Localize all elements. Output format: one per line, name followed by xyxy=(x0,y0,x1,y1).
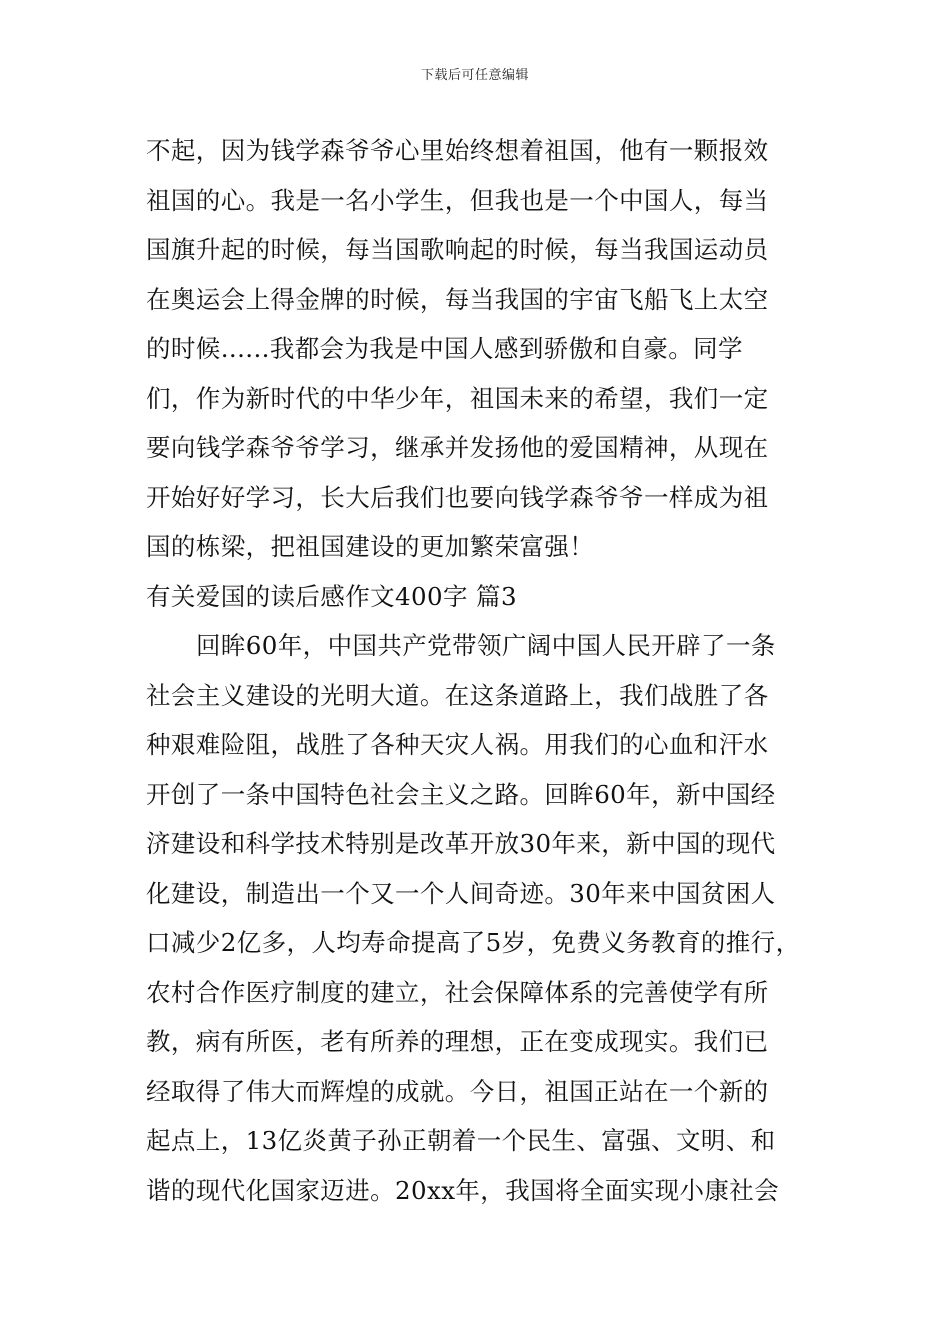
paragraph-line: 国的栋梁，把祖国建设的更加繁荣富强！ xyxy=(146,532,595,561)
paragraph-line: 经取得了伟大而辉煌的成就。今日，祖国正站在一个新的 xyxy=(146,1076,769,1106)
paragraph-line: 开始好好学习，长大后我们也要向钱学森爷爷一样成为祖 xyxy=(146,482,769,512)
paragraph-line: 教，病有所医，老有所养的理想，正在变成现实。我们已 xyxy=(146,1027,769,1056)
paragraph-line: 们，作为新时代的中华少年，祖国未来的希望，我们一定 xyxy=(146,383,769,413)
paragraph-line: 谐的现代化国家迈进。20xx年，我国将全面实现小康社会 xyxy=(146,1175,780,1205)
section-heading: 有关爱国的读后感作文400字 篇3 xyxy=(146,581,517,611)
paragraph-line: 济建设和科学技术特别是改革开放30年来，新中国的现代 xyxy=(146,829,776,858)
paragraph-line: 社会主义建设的光明大道。在这条道路上，我们战胜了各 xyxy=(146,680,769,710)
paragraph-line: 化建设，制造出一个又一个人间奇迹。30年来中国贫困人 xyxy=(146,878,776,908)
paragraph-line: 农村合作医疗制度的建立，社会保障体系的完善使学有所 xyxy=(146,977,769,1007)
paragraph-line: 种艰难险阻，战胜了各种天灾人祸。用我们的心血和汗水 xyxy=(146,730,769,759)
page-header: 下载后可任意编辑 xyxy=(420,68,529,83)
paragraph-line: 不起，因为钱学森爷爷心里始终想着祖国，他有一颗报效 xyxy=(146,136,769,165)
paragraph-line: 要向钱学森爷爷学习，继承并发扬他的爱国精神，从现在 xyxy=(146,433,769,462)
paragraph-line: 在奥运会上得金牌的时候，每当我国的宇宙飞船飞上太空 xyxy=(146,284,769,314)
document-body xyxy=(146,126,826,1215)
paragraph-line: 开创了一条中国特色社会主义之路。回眸60年，新中国经 xyxy=(146,779,776,809)
paragraph-line: 起点上，13亿炎黄子孙正朝着一个民生、富强、文明、和 xyxy=(146,1126,776,1155)
paragraph-line: 口减少2亿多，人均寿命提高了5岁，免费义务教育的推行， xyxy=(146,928,801,957)
paragraph-line: 祖国的心。我是一名小学生，但我也是一个中国人，每当 xyxy=(146,185,769,215)
paragraph-line: 国旗升起的时候，每当国歌响起的时候，每当我国运动员 xyxy=(146,235,769,264)
paragraph-line: 的时候......我都会为我是中国人感到骄傲和自豪。同学 xyxy=(146,334,743,363)
paragraph-line: 回眸60年，中国共产党带领广阔中国人民开辟了一条 xyxy=(196,631,776,660)
